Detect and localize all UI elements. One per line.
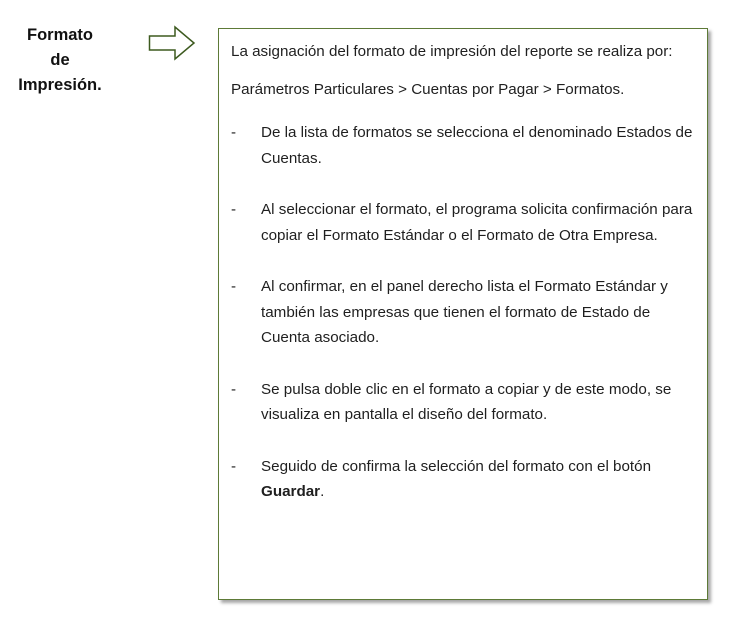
last-step-suffix: . bbox=[320, 483, 325, 500]
steps-list bbox=[231, 120, 697, 505]
bullet-dash: - bbox=[231, 457, 237, 475]
list-item-text: Al confirmar, en el panel derecho lista el Formato Estándar y también las empresas que tienen el formato de Estado de Cuenta asociado. bbox=[261, 278, 668, 346]
bullet-dash: - bbox=[231, 201, 237, 218]
list-item bbox=[231, 120, 697, 171]
section-title-line-3: Impresión. bbox=[18, 76, 102, 94]
right-arrow-icon bbox=[148, 24, 196, 62]
menu-path-text: Parámetros Particulares > Cuentas por Pagar > Formatos. bbox=[231, 80, 625, 98]
list-item bbox=[231, 454, 697, 505]
last-step-text: Seguido de confirma la selección del formato con el botón bbox=[261, 457, 652, 475]
bullet-dash: - bbox=[231, 124, 237, 141]
bullet-dash: - bbox=[231, 380, 237, 398]
list-item-text bbox=[261, 458, 651, 501]
list-item bbox=[231, 197, 697, 248]
list-item-text: Al seleccionar el formato, el programa solicita confirmación para copiar el Formato Estándar o el Formato de Otra Empresa. bbox=[261, 201, 693, 244]
section-title-line-1: Formato bbox=[27, 26, 93, 44]
bullet-dash: - bbox=[231, 278, 237, 295]
content-box bbox=[218, 28, 708, 600]
list-item-text: Se pulsa doble clic en el formato a copiar y de este modo, se visualiza en pantalla el diseño del formato. bbox=[261, 380, 672, 423]
section-title-line-2: de bbox=[50, 51, 70, 69]
save-button-reference: Guardar bbox=[261, 483, 321, 500]
list-item-text: De la lista de formatos se selecciona el denominado Estados de Cuentas. bbox=[261, 124, 693, 167]
intro-text: La asignación del formato de impresión del reporte se realiza por: bbox=[231, 43, 673, 60]
section-title bbox=[4, 23, 116, 98]
list-item bbox=[231, 274, 697, 351]
list-item bbox=[231, 377, 697, 428]
